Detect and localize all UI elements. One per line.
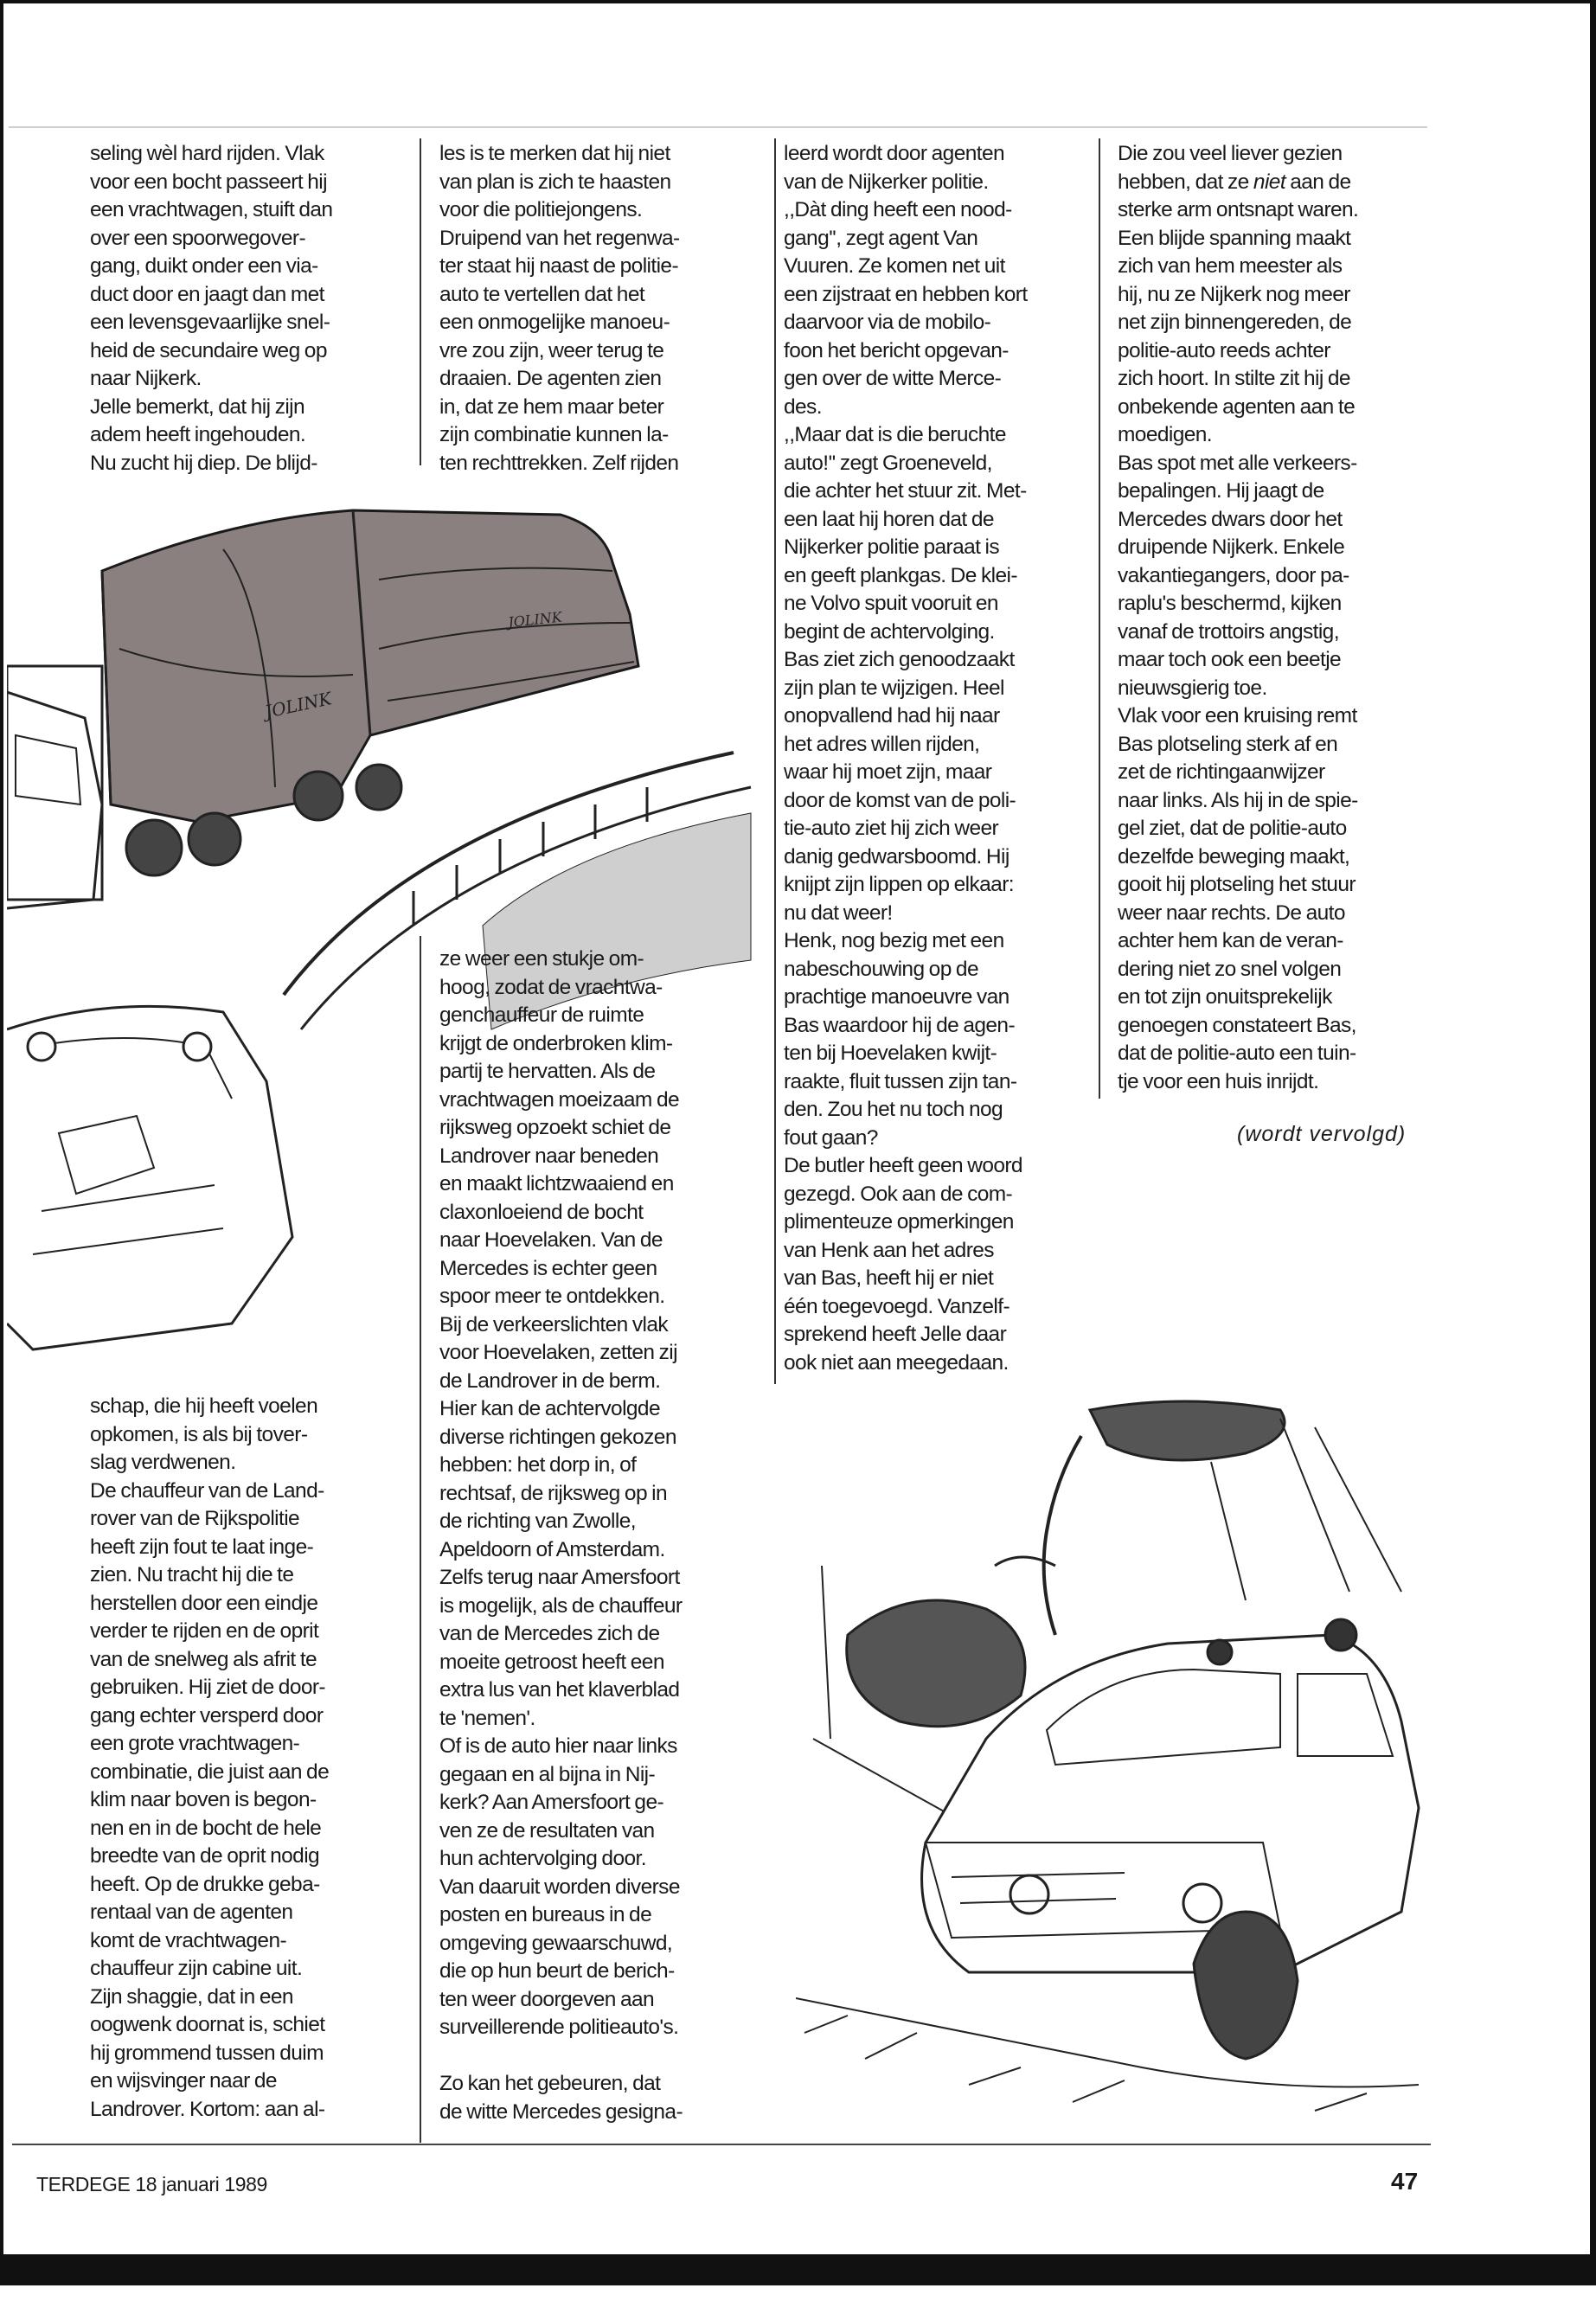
- text-line: fout gaan?: [784, 1125, 878, 1150]
- column-3: [784, 140, 1028, 1377]
- text-line: Apeldoorn of Amsterdam.: [439, 1537, 665, 1561]
- text-line: tje voor een huis inrijdt.: [1118, 1069, 1319, 1093]
- text-line: gebruiken. Hij ziet de door-: [90, 1676, 325, 1699]
- text-line: omgeving gewaarschuwd,: [439, 1931, 673, 1955]
- text-line: De butler heeft geen woord: [784, 1154, 1022, 1177]
- text-line: draaien. De agenten zien: [439, 367, 662, 390]
- text-line: achter hem kan de veran-: [1118, 929, 1343, 952]
- text-line: zijn plan te wijzigen. Heel: [784, 676, 1004, 700]
- text-line: begint de achtervolging.: [784, 619, 995, 644]
- text-line: raakte, fluit tussen zijn tan-: [784, 1069, 1017, 1093]
- text-line: Jelle bemerkt, dat hij zijn: [90, 394, 305, 419]
- truck-lettering-2: JOLINK: [507, 608, 563, 631]
- text-line: gel ziet, dat de politie-auto: [1118, 817, 1347, 840]
- text-line: foon het bericht opgevan-: [784, 338, 1009, 362]
- text-line: hij, nu ze Nijkerk nog meer: [1118, 282, 1350, 306]
- text-line: moedigen.: [1118, 423, 1213, 446]
- text-line: maar toch ook een beetje: [1118, 648, 1342, 671]
- text-line: Landrover. Kortom: aan al-: [90, 2097, 325, 2121]
- text-line: nabeschouwing op de: [784, 957, 978, 981]
- text-line: chauffeur zijn cabine uit.: [90, 1957, 303, 1980]
- text-line: extra lus van het klaverblad: [439, 1678, 680, 1702]
- text-line: Henk, nog bezig met een: [784, 929, 1004, 952]
- top-rule: [9, 126, 1427, 128]
- text-line: Nijkerker politie paraat is: [784, 535, 1000, 559]
- text-line: duct door en jaagt dan met: [90, 282, 324, 306]
- text-line: onbekende agenten aan te: [1118, 394, 1356, 419]
- text-line: ne Volvo spuit vooruit en: [784, 592, 998, 615]
- police-car-illustration: [796, 1375, 1436, 2145]
- text-line: van plan is zich te haasten: [439, 170, 671, 194]
- text-line: les is te merken dat hij niet: [439, 142, 670, 165]
- text-line: Nu zucht hij diep. De blijd-: [90, 451, 317, 475]
- text-line: Mercedes is echter geen: [439, 1256, 657, 1280]
- text-line: Vuuren. Ze komen net uit: [784, 254, 1005, 278]
- text-line: dat de politie-auto een tuin-: [1118, 1042, 1356, 1065]
- text-line: ten bij Hoevelaken kwijt-: [784, 1042, 997, 1065]
- text-line: kerk? Aan Amersfoort ge-: [439, 1791, 664, 1814]
- text-line: de richting van Zwolle,: [439, 1509, 636, 1533]
- text-line: net zijn binnengereden, de: [1118, 311, 1352, 334]
- text-line: een vrachtwagen, stuift dan: [90, 198, 333, 221]
- text-run: hebben, dat ze: [1118, 170, 1253, 194]
- text-line: over een spoorwegover-: [90, 226, 306, 250]
- text-line: één toegevoegd. Vanzelf-: [784, 1294, 1010, 1318]
- text-line: des.: [784, 394, 822, 419]
- text-line: een laat hij horen dat de: [784, 507, 994, 531]
- text-line: voor Hoevelaken, zetten zij: [439, 1341, 677, 1364]
- text-line: weer naar rechts. De auto: [1118, 901, 1345, 925]
- text-line: gooit hij plotseling het stuur: [1118, 873, 1356, 896]
- text-line: Of is de auto hier naar links: [439, 1734, 677, 1758]
- frame-right: [1590, 0, 1596, 2266]
- text-line: Bij de verkeerslichten vlak: [439, 1312, 669, 1336]
- text-line: Bas ziet zich genoodzaakt: [784, 648, 1015, 671]
- text-line: naar Nijkerk.: [90, 367, 202, 390]
- text-line: waar hij moet zijn, maar: [784, 760, 992, 784]
- text-line: vre zou zijn, weer terug te: [439, 338, 664, 362]
- text-line: genoegen constateert Bas,: [1118, 1013, 1356, 1037]
- text-line: klim naar boven is begon-: [90, 1788, 317, 1811]
- frame-bottom-gap: [0, 2285, 1596, 2301]
- text-line: hebben: het dorp in, of: [439, 1453, 637, 1477]
- text-line: ven ze de resultaten van: [439, 1818, 655, 1843]
- text-line: van Henk aan het adres: [784, 1238, 994, 1262]
- text-line: en maakt lichtzwaaiend en: [439, 1172, 674, 1195]
- text-line: van de Nijkerker politie.: [784, 170, 989, 194]
- text-line: schap, die hij heeft voelen: [90, 1394, 318, 1418]
- text-line: voor een bocht passeert hij: [90, 170, 327, 194]
- column-rule-1: [420, 138, 421, 465]
- text-line: moeite getroost heeft een: [439, 1650, 664, 1674]
- text-line: combinatie, die juist aan de: [90, 1759, 330, 1784]
- column-1-bottom: [90, 1393, 329, 2124]
- text-line: Landrover naar beneden: [439, 1144, 659, 1168]
- text-line: plimenteuze opmerkingen: [784, 1210, 1014, 1234]
- text-line: posten en bureaus in de: [439, 1903, 652, 1926]
- text-line: partij te hervatten. Als de: [439, 1060, 656, 1083]
- text-line: voor die politiejongens.: [439, 198, 643, 221]
- text-line: claxonloeiend de bocht: [439, 1200, 644, 1224]
- footer-publication: TERDEGE 18 januari 1989: [36, 2173, 267, 2195]
- text-line: Van daaruit worden diverse: [439, 1875, 680, 1899]
- column-rule-4: [1099, 138, 1100, 1099]
- text-line: naar Hoevelaken. Van de: [439, 1228, 663, 1252]
- text-line: zien. Nu tracht hij die te: [90, 1563, 294, 1586]
- text-line: druipende Nijkerk. Enkele: [1118, 535, 1345, 559]
- text-line: bepalingen. Hij jaagt de: [1118, 479, 1324, 503]
- text-line: die op hun beurt de berich-: [439, 1959, 675, 1983]
- text-line: en geeft plankgas. De klei-: [784, 563, 1017, 587]
- text-line: daarvoor via de mobilo-: [784, 311, 991, 334]
- text-line: Zo kan het gebeuren, dat: [439, 2072, 661, 2095]
- text-line: komt de vrachtwagen-: [90, 1928, 287, 1952]
- text-line: dering niet zo snel volgen: [1118, 957, 1342, 981]
- text-line: spoor meer te ontdekken.: [439, 1285, 665, 1308]
- text-line: Vlak voor een kruising remt: [1118, 704, 1357, 727]
- text-line: rechtsaf, de rijksweg op in: [439, 1481, 668, 1505]
- text-line: sterke arm ontsnapt waren.: [1118, 198, 1359, 221]
- text-line: een grote vrachtwagen-: [90, 1732, 300, 1755]
- text-line: prachtige manoeuvre van: [784, 985, 1010, 1009]
- text-line: en wijsvinger naar de: [90, 2069, 277, 2093]
- column-4: [1118, 140, 1358, 1096]
- text-line: politie-auto reeds achter: [1118, 338, 1330, 362]
- text-line: leerd wordt door agenten: [784, 142, 1005, 165]
- text-line: een zijstraat en hebben kort: [784, 282, 1028, 306]
- text-line: gang'', zegt agent Van: [784, 226, 978, 250]
- column-rule-3: [774, 138, 776, 1384]
- frame-top: [0, 0, 1596, 3]
- text-line: Zijn shaggie, dat in een: [90, 1984, 293, 2009]
- text-line: vanaf de trottoirs angstig,: [1118, 619, 1339, 644]
- text-line: Die zou veel liever gezien: [1118, 142, 1343, 165]
- text-line: rentaal van de agenten: [90, 1900, 293, 1924]
- text-line: naar links. Als hij in de spie-: [1118, 788, 1358, 812]
- text-line: surveillerende politieauto's.: [439, 2016, 679, 2039]
- text-line: raplu's beschermd, kijken: [1118, 592, 1342, 615]
- text-line: Bas waardoor hij de agen-: [784, 1013, 1016, 1037]
- text-line: is mogelijk, als de chauffeur: [439, 1593, 683, 1618]
- text-line: in, dat ze hem maar beter: [439, 394, 664, 419]
- text-line: gang echter versperd door: [90, 1703, 324, 1727]
- text-line: opkomen, is als bij tover-: [90, 1422, 308, 1446]
- column-2-bottom: [439, 945, 683, 2126]
- text-line: danig gedwarsboomd. Hij: [784, 844, 1010, 868]
- text-line: heeft. Op de drukke geba-: [90, 1872, 320, 1896]
- text-line: rover van de Rijkspolitie: [90, 1507, 300, 1530]
- text-line: herstellen door een eindje: [90, 1591, 318, 1615]
- text-line: diverse richtingen gekozen: [439, 1425, 676, 1449]
- text-line: een onmogelijke manoeu-: [439, 311, 670, 334]
- text-line: van de snelweg als afrit te: [90, 1647, 317, 1671]
- text-line: genchauffeur de ruimte: [439, 1003, 644, 1027]
- text-line: adem heeft ingehouden.: [90, 423, 306, 446]
- text-line: Een blijde spanning maakt: [1118, 226, 1351, 250]
- footer-rule: [12, 2144, 1431, 2145]
- page-number: 47: [1391, 2168, 1419, 2195]
- text-line: slag verdwenen.: [90, 1451, 236, 1474]
- text-line: knijpt zijn lippen op elkaar:: [784, 873, 1014, 896]
- text-line: auto te vertellen dat het: [439, 282, 645, 306]
- text-line: die achter het stuur zit. Met-: [784, 479, 1027, 503]
- text-line: zet de richtingaanwijzer: [1118, 760, 1325, 784]
- text-line: De chauffeur van de Land-: [90, 1478, 324, 1503]
- text-line: zich van hem meester als: [1118, 254, 1343, 278]
- text-line: tie-auto ziet hij zich weer: [784, 817, 999, 840]
- text-line: vrachtwagen moeizaam de: [439, 1087, 679, 1112]
- text-line: verder te rijden en de oprit: [90, 1619, 319, 1643]
- text-line: ook niet aan meegedaan.: [784, 1350, 1009, 1375]
- text-line: auto!'' zegt Groeneveld,: [784, 451, 992, 475]
- text-line: nen en in de bocht de hele: [90, 1816, 322, 1840]
- text-line: ter staat hij naast de politie-: [439, 254, 679, 278]
- text-line: onopvallend had hij naar: [784, 704, 1000, 727]
- text-line: Druipend van het regenwa-: [439, 226, 680, 250]
- text-line: nu dat weer!: [784, 901, 893, 925]
- text-line: heid de secundaire weg op: [90, 338, 327, 362]
- text-line: het adres willen rijden,: [784, 732, 980, 756]
- text-line: nieuwsgierig toe.: [1118, 676, 1267, 700]
- text-line-with-emphasis: [1118, 169, 1358, 197]
- frame-left: [0, 0, 3, 2266]
- text-line: sprekend heeft Jelle daar: [784, 1323, 1007, 1346]
- text-line: ten rechttrekken. Zelf rijden: [439, 451, 679, 475]
- frame-bottom: [0, 2254, 1596, 2285]
- text-line: hun achtervolging door.: [439, 1847, 646, 1870]
- text-line: [439, 2042, 683, 2071]
- text-line: oogwenk doornat is, schiet: [90, 2013, 325, 2036]
- text-line: Hier kan de achtervolgde: [439, 1397, 660, 1420]
- text-line: hij grommend tussen duim: [90, 2041, 324, 2065]
- text-run: aan de: [1285, 170, 1351, 194]
- text-line: de witte Mercedes gesigna-: [439, 2099, 683, 2124]
- text-line: Zelfs terug naar Amersfoort: [439, 1566, 680, 1589]
- text-line: een levensgevaarlijke snel-: [90, 311, 330, 334]
- text-line: heeft zijn fout te laat inge-: [90, 1535, 314, 1559]
- text-line: ,,Maar dat is die beruchte: [784, 423, 1006, 446]
- text-line: gen over de witte Merce-: [784, 367, 1002, 390]
- text-line: door de komst van de poli-: [784, 788, 1016, 812]
- text-line: gezegd. Ook aan de com-: [784, 1182, 1013, 1206]
- continued-credit: (wordt vervolgd): [1237, 1122, 1407, 1146]
- text-line: Bas plotseling sterk af en: [1118, 732, 1338, 756]
- text-line: en tot zijn onuitsprekelijk: [1118, 985, 1332, 1009]
- text-line: gegaan en al bijna in Nij-: [439, 1762, 656, 1786]
- text-line: zich hoort. In stilte zit hij de: [1118, 367, 1350, 390]
- text-line: rijksweg opzoekt schiet de: [439, 1116, 671, 1139]
- text-line: hoog, zodat de vrachtwa-: [439, 975, 663, 999]
- column-2-top: [439, 140, 680, 478]
- text-line: krijgt de onderbroken klim-: [439, 1031, 673, 1055]
- text-line: van de Mercedes zich de: [439, 1622, 660, 1645]
- text-line: van Bas, heeft hij er niet: [784, 1266, 994, 1290]
- text-line: seling wèl hard rijden. Vlak: [90, 142, 324, 165]
- text-line: dezelfde beweging maakt,: [1118, 844, 1350, 868]
- text-line: ,,Dàt ding heeft een nood-: [784, 198, 1012, 221]
- text-line: te 'nemen'.: [439, 1706, 535, 1730]
- text-line: den. Zou het nu toch nog: [784, 1098, 1003, 1121]
- text-line: vakantiegangers, door pa-: [1118, 563, 1349, 587]
- text-line: Bas spot met alle verkeers-: [1118, 451, 1357, 475]
- text-line: de Landrover in de berm.: [439, 1368, 661, 1393]
- truck-lettering-1: JOLINK: [263, 688, 334, 722]
- text-line: ze weer een stukje om-: [439, 947, 644, 971]
- text-line: gang, duikt onder een via-: [90, 254, 318, 278]
- text-line: zijn combinatie kunnen la-: [439, 423, 669, 446]
- text-line: breedte van de oprit nodig: [90, 1844, 320, 1868]
- text-line: Mercedes dwars door het: [1118, 507, 1343, 531]
- emphasis-text: niet: [1253, 170, 1286, 194]
- column-1-top: [90, 140, 332, 478]
- text-line: ten weer doorgeven aan: [439, 1987, 655, 2011]
